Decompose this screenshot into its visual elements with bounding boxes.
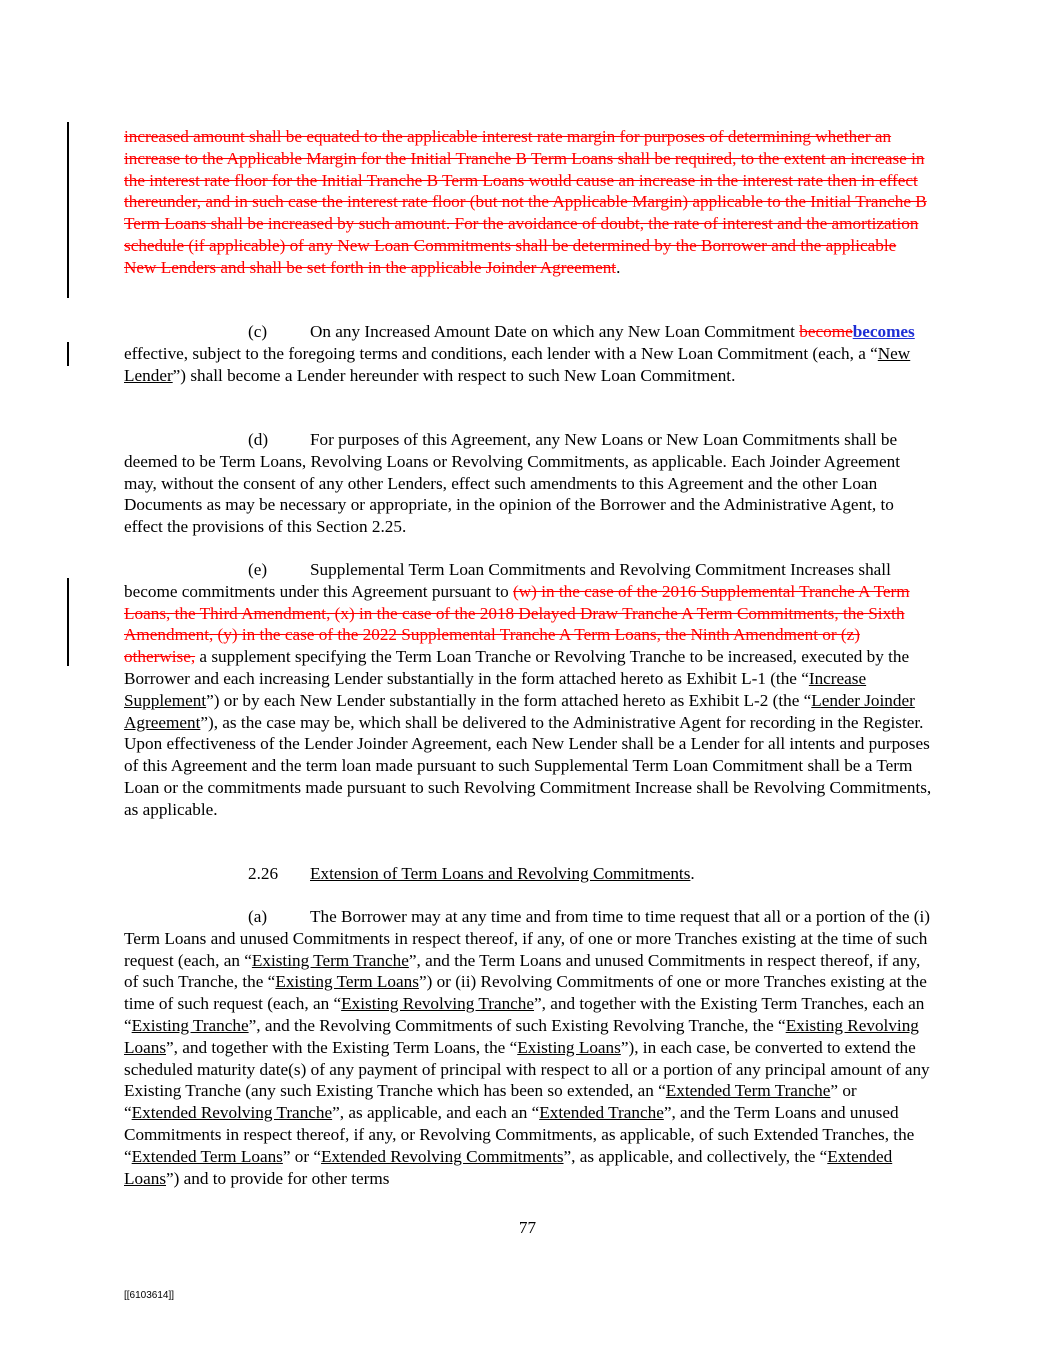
defined-term: Extended Term Tranche [665, 1081, 831, 1101]
body-text: ”, and together with the Existing Term Tranches, each an “ [124, 994, 925, 1035]
body-text: ”), as the case may be, which shall be delivered to the Administrative Agent for recording in the Register. Upon effectiveness of the Lender Joinder Agreement, each New Lender shall be a Lender for all intents and purposes of this Agreement and the term loan made pursuant to such Supplemental Term Loan Commitment shall be a Term Loan or the commitments made pursuant to such Revolving Commitment Increase shall be Revolving Commitments, as applicable. [124, 712, 932, 819]
body-text: ”, as applicable, and each an “ [332, 1103, 540, 1123]
paragraph-d [124, 429, 932, 538]
body-text: ” or “ [282, 1146, 322, 1166]
defined-term: Existing Term Tranche [251, 950, 409, 970]
section-number: 2.26 [248, 864, 279, 883]
defined-term: Existing Tranche [131, 1015, 249, 1035]
body-text: For purposes of this Agreement, any New Loans or New Loan Commitments shall be deemed to be Term Loans, Revolving Loans or Revolving Commitments, as applicable. Each Joinder Agreement may, without the consent of any other Lenders, effect such amendments to this Agreement and the other Loan Documents as may be necessary or appropriate, in the opinion of the Borrower and the Administrative Agent, to effect the provisions of this Section 2.25. [124, 430, 901, 537]
body-text: ”, and the Term Loans and unused Commitments in respect thereof, if any, of such Tranche, the “ [124, 950, 921, 992]
deleted-text: become [799, 322, 853, 341]
paragraph-e [124, 559, 932, 821]
body-text: ”), in each case, be converted to extend the scheduled maturity date(s) of any payment of principal with respect to all or a portion of any principal amount of any Existing Tranche (any such Existing Tranche which has been so extended, an “ [124, 1037, 930, 1101]
defined-term: Extended Revolving Tranche [131, 1103, 333, 1123]
section-heading [124, 863, 932, 885]
defined-term: Extended Revolving Commitments [321, 1146, 564, 1166]
item-label: (c) [248, 322, 268, 341]
defined-term: Extended Tranche [539, 1103, 664, 1123]
defined-term: Lender Joinder Agreement [124, 690, 915, 732]
change-bar [67, 342, 69, 366]
deleted-text: increased amount shall be equated to the applicable interest rate margin for purposes of determining whether an increase to the Applicable Margin for the Initial Tranche B Term Loans shall be required, to the extent an increase in the interest rate floor for the Initial Tranche B Term Loans would cause an increase in the interest rate then in effect thereunder, and in such case the interest rate floor (but not the Applicable Margin) applicable to the Initial Tranche B Term Loans shall be increased by such amount. For the avoidance of doubt, the rate of interest and the amortization schedule (if applicable) of any New Loan Commitments shall be determined by the Borrower and the applicable New Lenders and shall be set forth in the applicable Joinder Agreement [124, 127, 927, 277]
body-text: On any Increased Amount Date on which any New Loan Commitment [310, 322, 800, 341]
body-text: ”) or (ii) Revolving Commitments of one or more Tranches existing at the time of such request (each, an “ [124, 972, 927, 1014]
defined-term: Extended Term Loans [131, 1146, 283, 1166]
defined-term: Increase Supplement [124, 668, 867, 710]
change-bar [67, 578, 69, 666]
change-bar [67, 122, 69, 298]
period: . [690, 864, 695, 883]
body-text: ”) and to provide for other terms [166, 1168, 390, 1188]
paragraph-a [124, 906, 932, 1189]
body-text: effective, subject to the foregoing terms and conditions, each lender with a New Loan Commitment (each, a “ [124, 343, 878, 363]
period: . [616, 257, 621, 277]
defined-term: Existing Term Loans [275, 972, 419, 992]
deleted-text: (w) in the case of the 2016 Supplemental Tranche A Term Loans, the Third Amendment, (x) in the case of the 2018 Delayed Draw Tranche A Term Commitments, the Sixth Amendment, (y) in the case of the 2022 Supplemental Tranche A Term Loans, the Ninth Amendment or (z) otherwise, [124, 581, 910, 667]
body-text: Supplemental Term Loan Commitments and Revolving Commitment Increases shall become commitments under this Agreement pursuant to [124, 560, 891, 601]
defined-term: Existing Revolving Tranche [341, 994, 535, 1014]
defined-term: Existing Revolving Loans [124, 1015, 919, 1057]
item-label: (e) [248, 560, 268, 579]
defined-term: Existing Loans [517, 1037, 621, 1057]
paragraph-c [124, 321, 932, 386]
inserted-text: becomes [852, 322, 915, 341]
body-text: The Borrower may at any time and from time to time request that all or a portion of the (i) Term Loans and unused Commitments in respect thereof, if any, of one or more Tranches existing at the time of such request (each, an “ [124, 907, 930, 970]
paragraph-deleted-continuation [124, 126, 932, 279]
body-text: ”, and the Revolving Commitments of such Existing Revolving Tranche, the “ [248, 1015, 786, 1035]
body-text: a supplement specifying the Term Loan Tranche or Revolving Tranche to be increased, executed by the Borrower and each increasing Lender substantially in the form attached hereto as Exhibit L-1 (the “ [124, 647, 910, 688]
document-id: [[6103614]] [124, 1290, 175, 1301]
defined-term: New Lender [124, 343, 911, 385]
item-label: (d) [248, 430, 269, 449]
body-text: ”) or by each New Lender substantially in the form attached hereto as Exhibit L-2 (the “ [206, 690, 812, 710]
defined-term: Extended Loans [124, 1146, 893, 1188]
body-text: ”, and together with the Existing Term Loans, the “ [166, 1037, 518, 1057]
item-label: (a) [248, 907, 268, 926]
body-text: ”, as applicable, and collectively, the “ [563, 1146, 828, 1166]
body-text: ” or “ [124, 1081, 857, 1123]
page-number: 77 [518, 1218, 537, 1237]
body-text: ”) shall become a Lender hereunder with respect to such New Loan Commitment. [172, 365, 736, 385]
section-title: Extension of Term Loans and Revolving Commitments [310, 864, 691, 883]
body-text: ”, and the Term Loans and unused Commitments in respect thereof, if any, or Revolving Commitments, as applicable, of such Extended Tranches, the “ [124, 1103, 915, 1166]
